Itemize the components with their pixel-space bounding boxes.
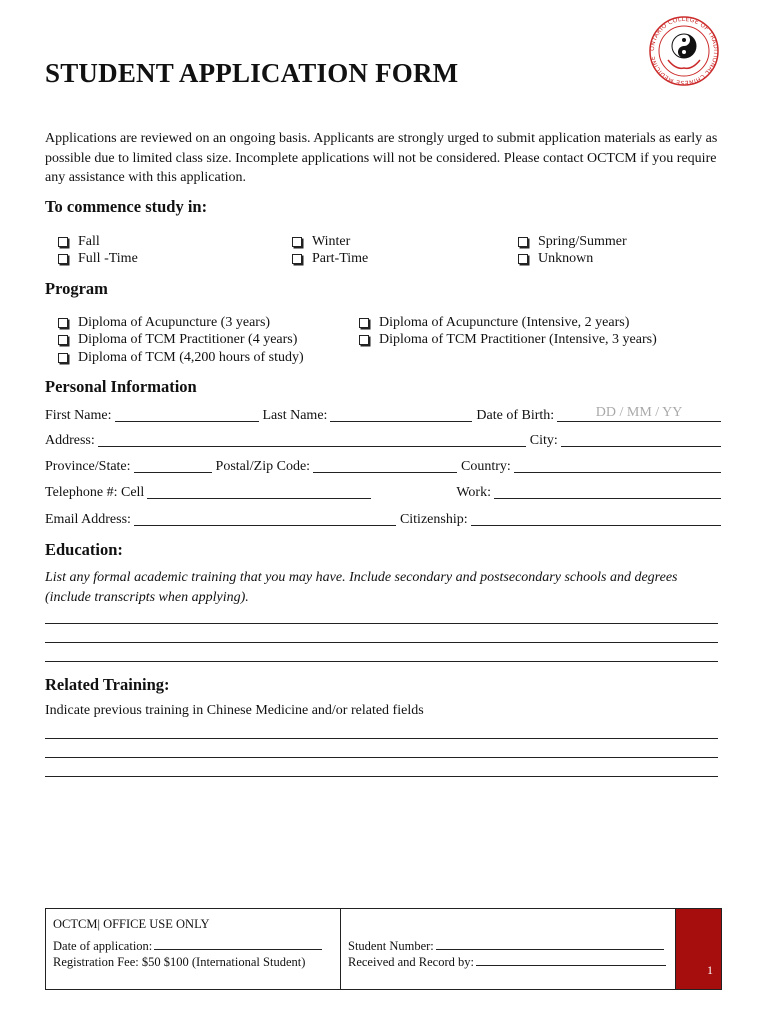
checkbox-icon[interactable] (359, 335, 369, 345)
program-heading: Program (45, 279, 108, 298)
page-number: 1 (707, 963, 713, 977)
checkbox-icon[interactable] (292, 254, 302, 264)
checkbox-icon[interactable] (518, 254, 528, 264)
page-number-tab (676, 909, 721, 989)
citizenship-field[interactable] (471, 511, 721, 526)
received-label: Received and Record by: (348, 955, 474, 969)
option-winter[interactable]: Winter (292, 234, 350, 250)
checkbox-icon[interactable] (58, 335, 68, 345)
telephone-row (45, 484, 721, 501)
option-tcm-4200[interactable]: Diploma of TCM (4,200 hours of study) (58, 350, 304, 366)
personal-heading: Personal Information (45, 377, 197, 396)
email-field[interactable] (134, 511, 396, 526)
address-field[interactable] (98, 432, 526, 447)
postal-field[interactable] (313, 458, 457, 473)
related-instructions: Indicate previous training in Chinese Medicine and/or related fields (45, 703, 424, 718)
province-label: Province/State: (45, 459, 131, 474)
name-row (45, 405, 721, 424)
date-of-application-row (53, 939, 322, 954)
hands-icon (668, 60, 700, 68)
office-title: OCTCM| OFFICE USE ONLY (53, 917, 210, 931)
first-name-label: First Name: (45, 408, 112, 423)
education-instructions: List any formal academic training that you may have. Include secondary and postsecondary schools and degrees (include transcripts when applying). (45, 570, 678, 605)
city-label: City: (529, 433, 558, 448)
address-row (45, 432, 721, 449)
option-fall[interactable]: Fall (58, 234, 100, 250)
student-number-label: Student Number: (348, 939, 434, 953)
registration-fee: Registration Fee: $50 $100 (International Student) (53, 955, 306, 969)
dob-field[interactable] (557, 405, 721, 422)
related-line[interactable] (45, 757, 718, 758)
office-col-left (46, 909, 341, 989)
checkbox-icon[interactable] (58, 318, 68, 328)
student-number-field[interactable] (436, 939, 664, 950)
checkbox-icon[interactable] (58, 254, 68, 264)
education-heading: Education: (45, 540, 123, 559)
telephone-label: Telephone #: Cell (45, 485, 145, 500)
option-acupuncture-intensive[interactable]: Diploma of Acupuncture (Intensive, 2 years) (359, 315, 629, 331)
checkbox-icon[interactable] (518, 237, 528, 247)
citizenship-label: Citizenship: (399, 512, 468, 527)
education-line[interactable] (45, 623, 718, 624)
intro-text: Applications are reviewed on an ongoing basis. Applicants are strongly urged to submit application materials as early as possible due to limited class size. Incomplete applications will not be considered. Please contact OCTCM if you require any assistance with this application. (45, 131, 718, 185)
checkbox-icon[interactable] (292, 237, 302, 247)
work-label: Work: (456, 485, 491, 500)
work-field[interactable] (494, 484, 721, 499)
student-number-row (348, 939, 664, 954)
country-field[interactable] (514, 458, 721, 473)
country-label: Country: (461, 459, 511, 474)
office-use-box (45, 908, 722, 990)
dob-label: Date of Birth: (476, 408, 555, 423)
education-line[interactable] (45, 661, 718, 662)
checkbox-icon[interactable] (58, 237, 68, 247)
yin-yang-icon (672, 34, 696, 58)
education-line[interactable] (45, 642, 718, 643)
dob-placeholder: DD / MM / YY (595, 405, 683, 420)
postal-label: Postal/Zip Code: (215, 459, 311, 474)
received-row (348, 955, 666, 970)
option-tcm-practitioner-4yr[interactable]: Diploma of TCM Practitioner (4 years) (58, 332, 297, 348)
email-row (45, 511, 721, 528)
option-full-time[interactable]: Full -Time (58, 251, 138, 267)
date-label: Date of application: (53, 939, 153, 953)
office-col-middle (341, 909, 676, 989)
option-tcm-practitioner-intensive[interactable]: Diploma of TCM Practitioner (Intensive, 3 years) (359, 332, 657, 348)
octcm-logo (646, 16, 722, 86)
last-name-label: Last Name: (262, 408, 328, 423)
option-part-time[interactable]: Part-Time (292, 251, 368, 267)
related-line[interactable] (45, 738, 718, 739)
city-field[interactable] (561, 432, 721, 447)
received-field[interactable] (476, 955, 666, 966)
last-name-field[interactable] (330, 407, 472, 422)
option-spring-summer[interactable]: Spring/Summer (518, 234, 627, 250)
cell-field[interactable] (147, 484, 371, 499)
related-heading: Related Training: (45, 675, 170, 694)
date-field[interactable] (154, 939, 322, 950)
address-label: Address: (45, 433, 95, 448)
form-title: STUDENT APPLICATION FORM (45, 58, 459, 88)
email-label: Email Address: (45, 512, 131, 527)
checkbox-icon[interactable] (58, 353, 68, 363)
first-name-field[interactable] (115, 407, 259, 422)
region-row (45, 458, 721, 475)
option-acupuncture-3yr[interactable]: Diploma of Acupuncture (3 years) (58, 315, 270, 331)
related-line[interactable] (45, 776, 718, 777)
province-field[interactable] (134, 458, 212, 473)
checkbox-icon[interactable] (359, 318, 369, 328)
commence-heading: To commence study in: (45, 197, 208, 216)
logo-ring-text: ONTARIO COLLEGE OF TRADITIONAL CHINESE MEDICINE (648, 16, 720, 86)
option-unknown[interactable]: Unknown (518, 251, 593, 267)
